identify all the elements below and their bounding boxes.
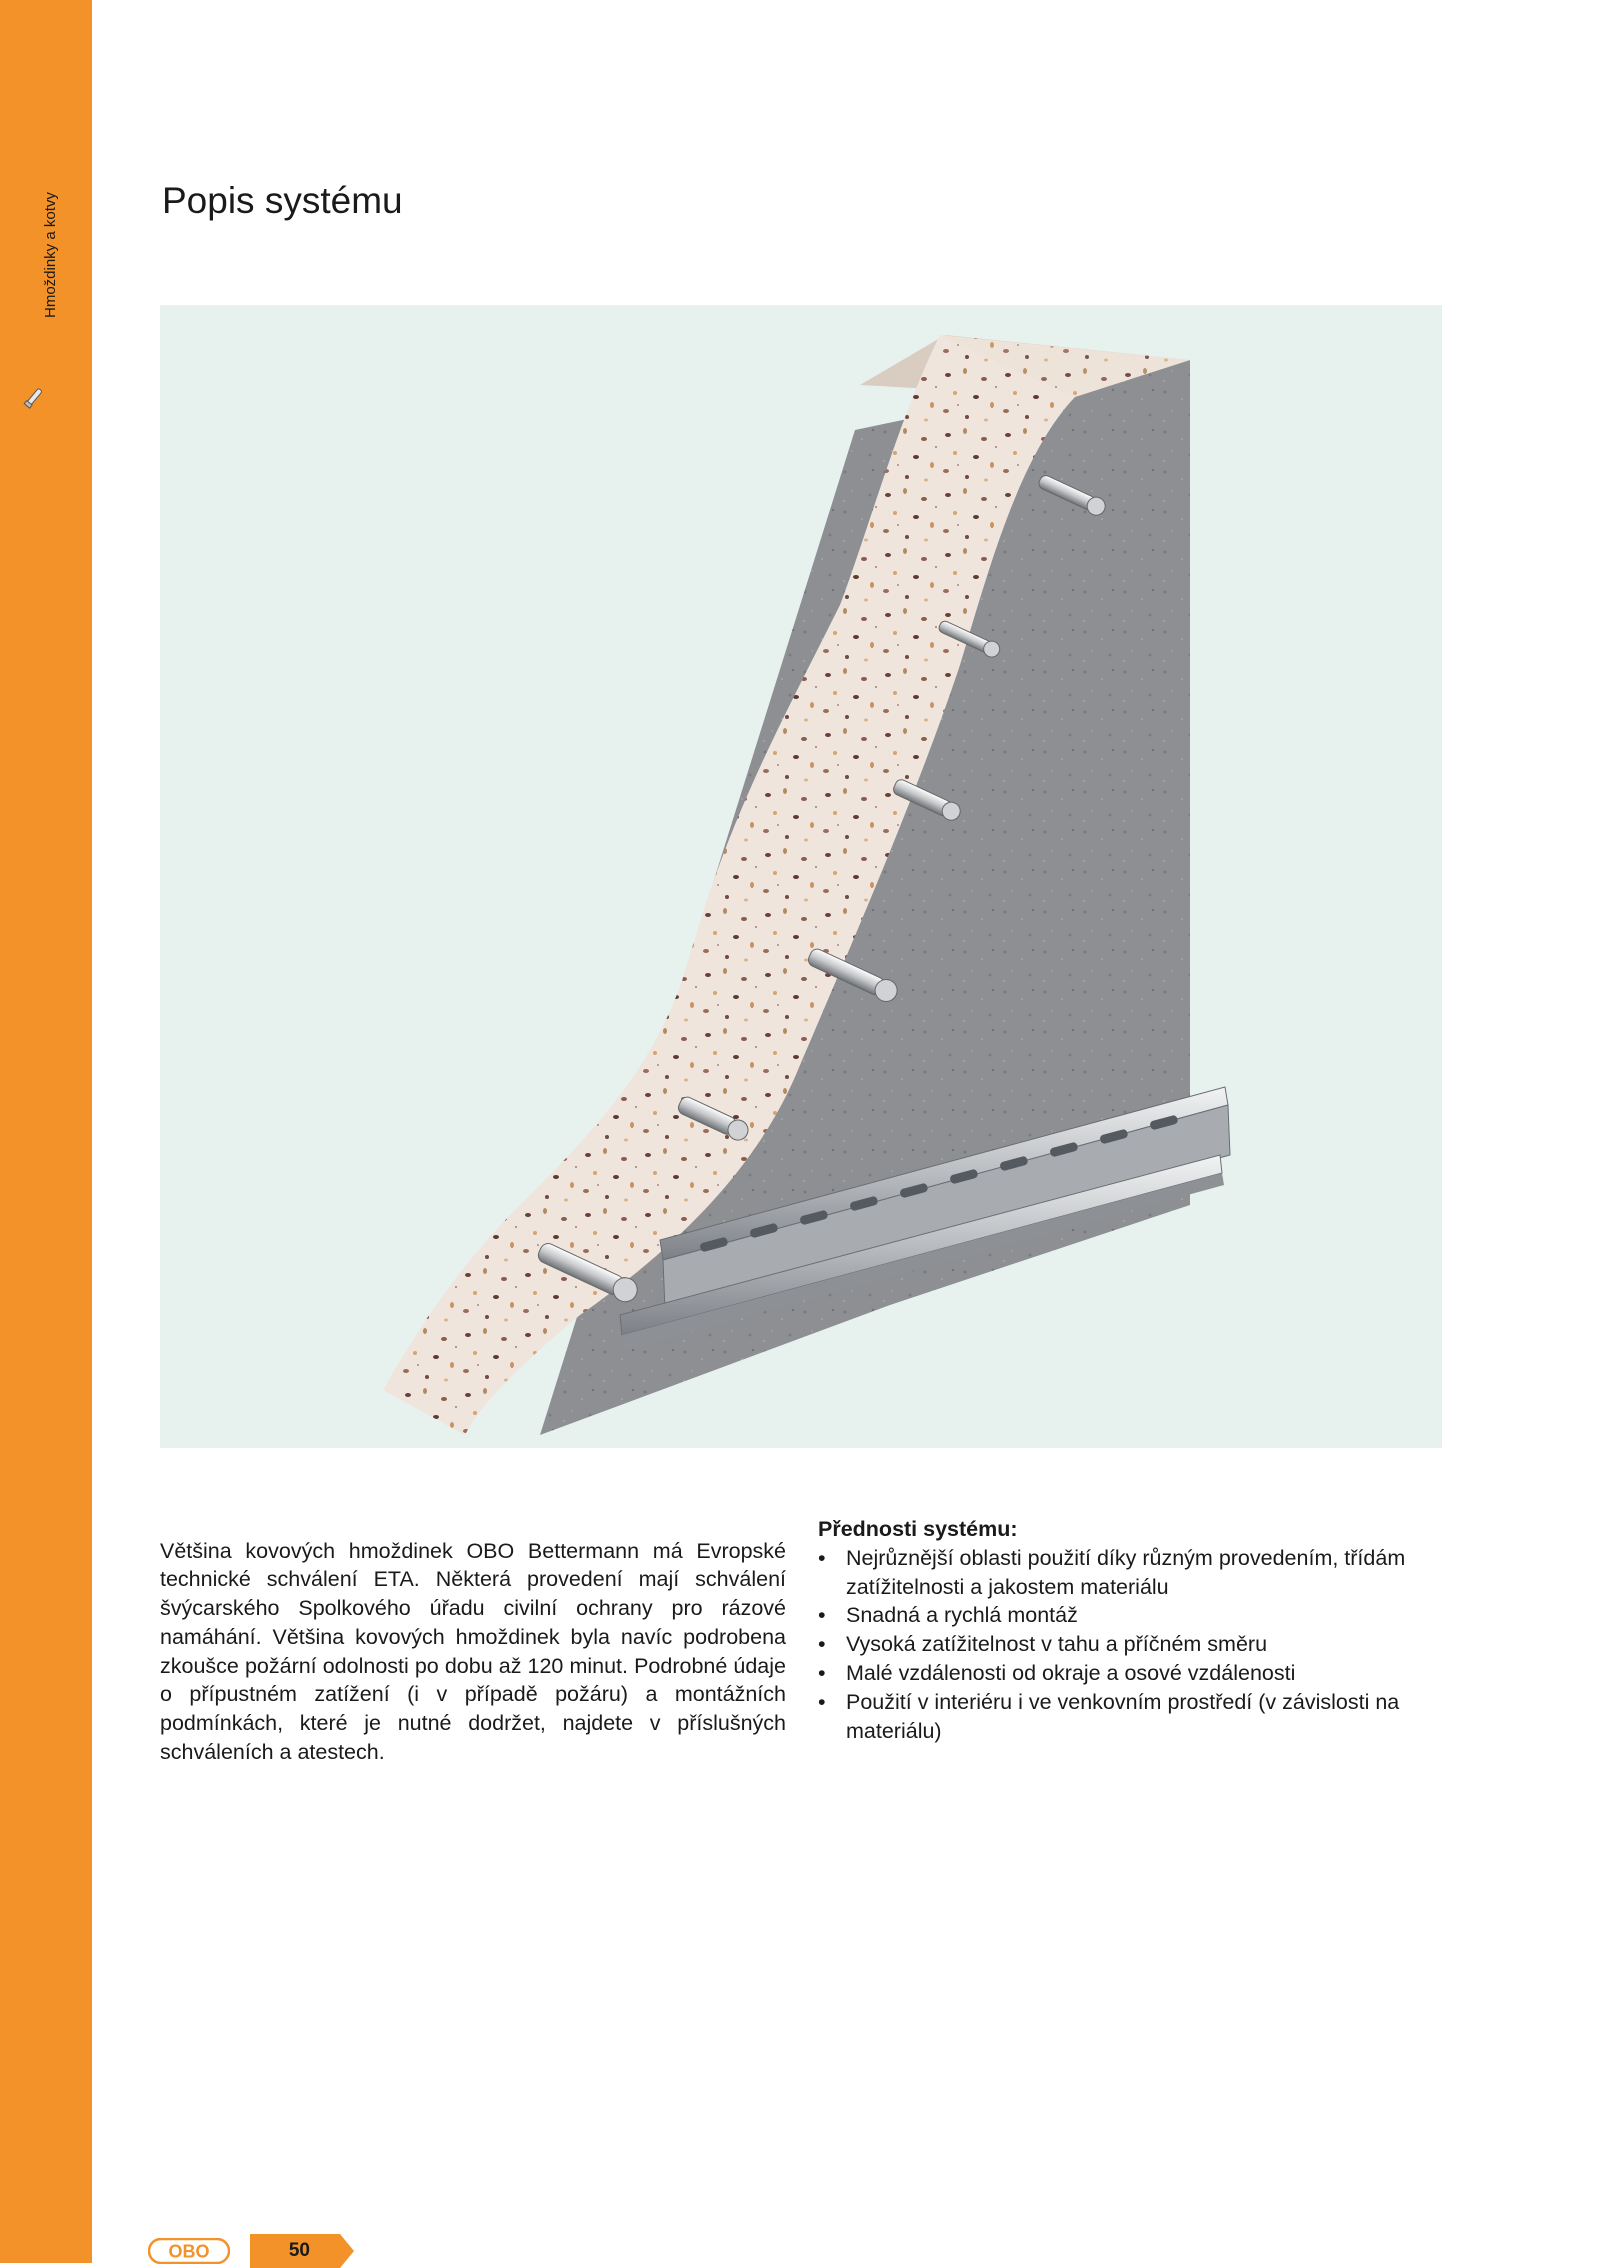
svg-text:OBO: OBO xyxy=(168,2241,210,2262)
list-item: • Nejrůznější oblasti použití díky různým provedením, třídám zatížitelnosti a jakostem materiálu xyxy=(818,1545,1406,1599)
section-label: Hmoždinky a kotvy xyxy=(42,192,59,318)
list-item: • Snadná a rychlá montáž xyxy=(818,1603,1078,1628)
list-item: • Vysoká zatížitelnost v tahu a příčném směru xyxy=(818,1632,1268,1657)
advantages-heading: Přednosti systému: xyxy=(818,1517,1018,1541)
advantages-list xyxy=(818,1544,1458,1746)
system-description: Většina kovových hmoždinek OBO Bettermann má Evropské technické schválení ETA. Některá provedení mají schválení švýcarského Spolkového úřadu civilní ochrany pro rázové namáhání. Většina kovových hmoždinek byla navíc podrobena zkoušce požární odolnosti po dobu až 120 minut. Podrobné údaje o přípustném zatížení (i v případě požáru) a montážních podmínkách, které je nutné dodržet, najdete v příslušných schváleních a atestech. xyxy=(160,1538,786,1765)
list-item: • Použití v interiéru i ve venkovním prostředí (v závislosti na materiálu) xyxy=(818,1689,1400,1743)
obo-logo xyxy=(148,2238,230,2264)
advantages-section xyxy=(818,1515,1458,1745)
page-number: 50 xyxy=(288,2240,310,2261)
list-item: • Malé vzdálenosti od okraje a osové vzdálenosti xyxy=(818,1660,1296,1685)
page-title: Popis systému xyxy=(162,180,403,221)
anchor-icon xyxy=(22,382,48,412)
product-illustration xyxy=(160,305,1442,1448)
side-bar xyxy=(0,0,92,2263)
